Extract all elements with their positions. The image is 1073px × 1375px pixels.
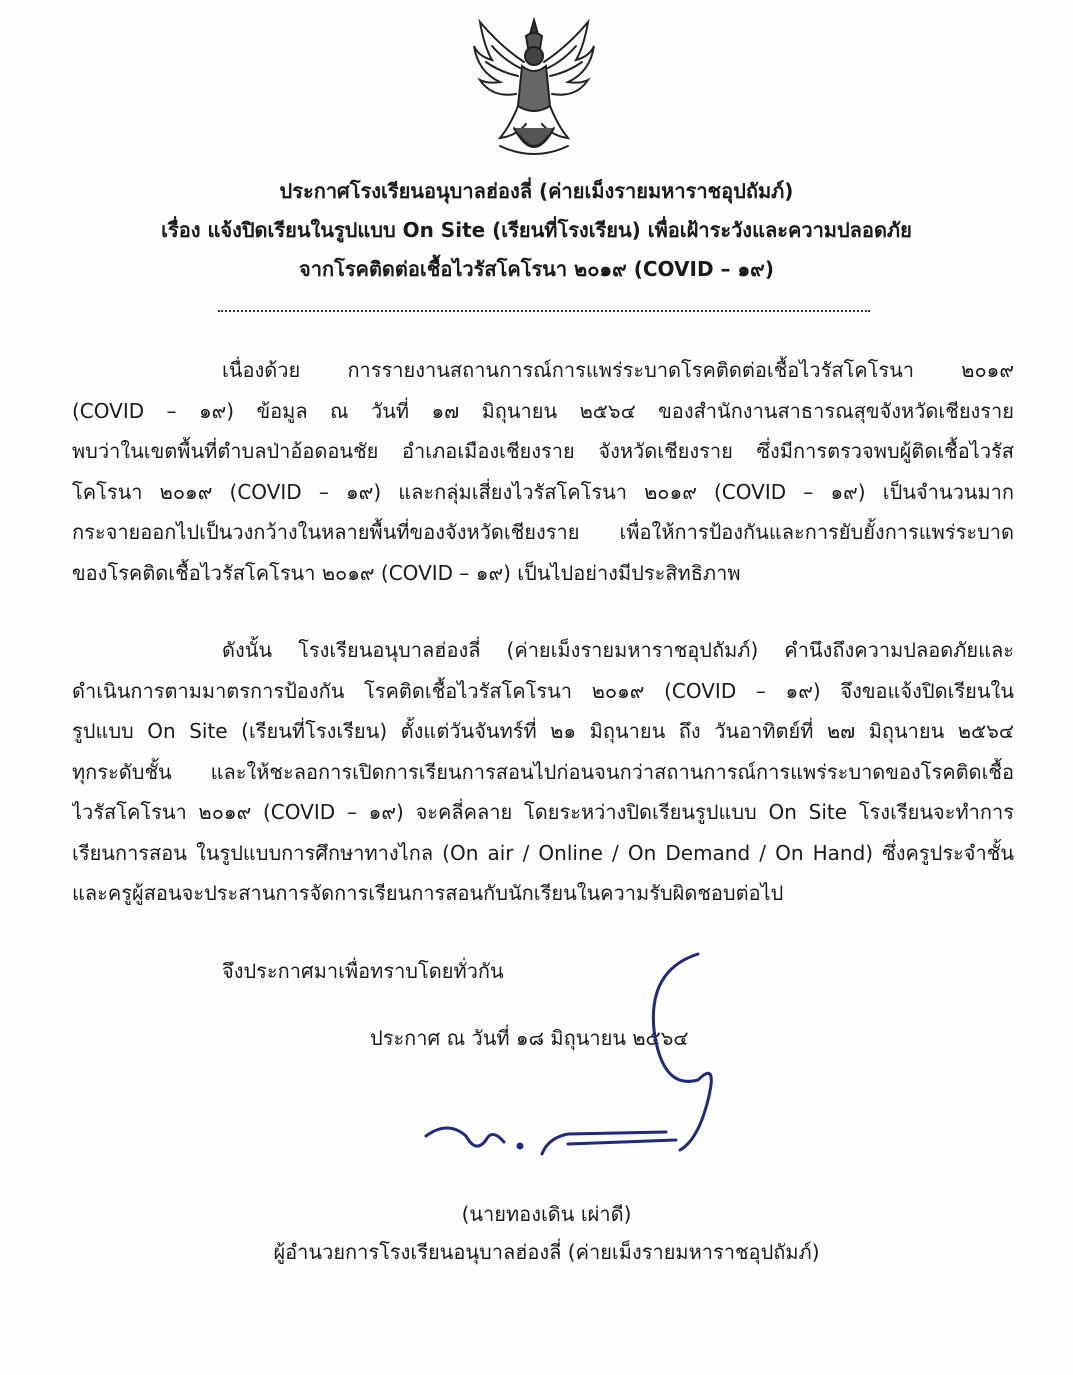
paragraph-line: ไวรัสโคโรนา ๒๐๑๙ (COVID – ๑๙) จะคลี่คลาย โดยระหว่างปิดเรียนรูปแบบ On Site โรงเรียนจะทำการ	[72, 800, 1014, 824]
paragraph-situation	[72, 350, 1014, 593]
announcement-title	[60, 172, 1013, 289]
dotted-divider	[218, 310, 870, 312]
announcement-date: ประกาศ ณ วันที่ ๑๘ มิถุนายน ๒๕๖๔	[370, 1026, 689, 1050]
paragraph-line: ดังนั้น โรงเรียนอนุบาลฮ่องลี่ (ค่ายเม็งรายมหาราชอุปถัมภ์) คำนึงถึงความปลอดภัยและ	[222, 638, 1014, 662]
paragraph-line: รูปแบบ On Site (เรียนที่โรงเรียน) ตั้งแต่วันจันทร์ที่ ๒๑ มิถุนายน ถึง วันอาทิตย์ที่ ๒๗ มิถุนายน ๒๕๖๔	[72, 719, 1014, 743]
paragraph-line: โคโรนา ๒๐๑๙ (COVID – ๑๙) และกลุ่มเสี่ยงไวรัสโคโรนา ๒๐๑๙ (COVID – ๑๙) เป็นจำนวนมาก	[72, 479, 1014, 504]
paragraph-line: ของโรคติดเชื้อไวรัสโคโรนา ๒๐๑๙ (COVID – ๑๙) เป็นไปอย่างมีประสิทธิภาพ	[72, 560, 741, 585]
paragraph-line: พบว่าในเขตพื้นที่ตำบลป่าอ้อดอนชัย อำเภอเมืองเชียงราย จังหวัดเชียงราย ซึ่งมีการตรวจพบผู้ติดเชื้อไวรัส	[72, 439, 1014, 463]
paragraph-line: (COVID – ๑๙) ข้อมูล ณ วันที่ ๑๗ มิถุนายน ๒๕๖๔ ของสำนักงานสาธารณสุขจังหวัดเชียงราย	[72, 398, 1014, 423]
paragraph-measures	[72, 630, 1014, 914]
paragraph-line: ทุกระดับชั้น และให้ชะลอการเปิดการเรียนการสอนไปก่อนจนกว่าสถานการณ์การแพร่ระบาดของโรคติดเชื้อ	[72, 759, 1014, 784]
paragraph-line: เรียนการสอน ในรูปแบบการศึกษาทางไกล (On air / Online / On Demand / On Hand) ซึ่งครูประจำชั้น	[72, 840, 1014, 865]
garuda-emblem-icon	[470, 16, 598, 164]
paragraph-line: ดำเนินการตามมาตรการป้องกัน โรคติดเชื้อไวรัสโคโรนา ๒๐๑๙ (COVID – ๑๙) จึงขอแจ้งปิดเรียนใน	[72, 678, 1014, 703]
title-line-school: ประกาศโรงเรียนอนุบาลฮ่องลี่ (ค่ายเม็งรายมหาราชอุปถัมภ์)	[279, 179, 794, 203]
title-line-cause: จากโรคติดต่อเชื้อไวรัสโคโรนา ๒๐๑๙ (COVID – ๑๙)	[299, 257, 774, 281]
paragraph-line: และครูผู้สอนจะประสานการจัดการเรียนการสอนกับนักเรียนในความรับผิดชอบต่อไป	[72, 881, 784, 905]
title-line-subject: เรื่อง แจ้งปิดเรียนในรูปแบบ On Site (เรียนที่โรงเรียน) เพื่อเฝ้าระวังและความปลอดภัย	[161, 218, 912, 242]
paragraph-line: เนื่องด้วย การรายงานสถานการณ์การแพร่ระบาดโรคติดต่อเชื้อไวรัสโคโรนา ๒๐๑๙	[222, 358, 1014, 382]
signer-position: ผู้อำนวยการโรงเรียนอนุบาลฮ่องลี่ (ค่ายเม็งรายมหาราชอุปถัมภ์)	[273, 1240, 820, 1264]
signature-icon	[418, 940, 718, 1170]
closing-statement: จึงประกาศมาเพื่อทราบโดยทั่วกัน	[222, 959, 504, 983]
paragraph-line: กระจายออกไปเป็นวงกว้างในหลายพื้นที่ของจังหวัดเชียงราย เพื่อให้การป้องกันและการยับยั้งการแพร่ระบาด	[72, 520, 1014, 544]
signer-name: (นายทองเดิน เผ่าดี)	[461, 1202, 632, 1226]
